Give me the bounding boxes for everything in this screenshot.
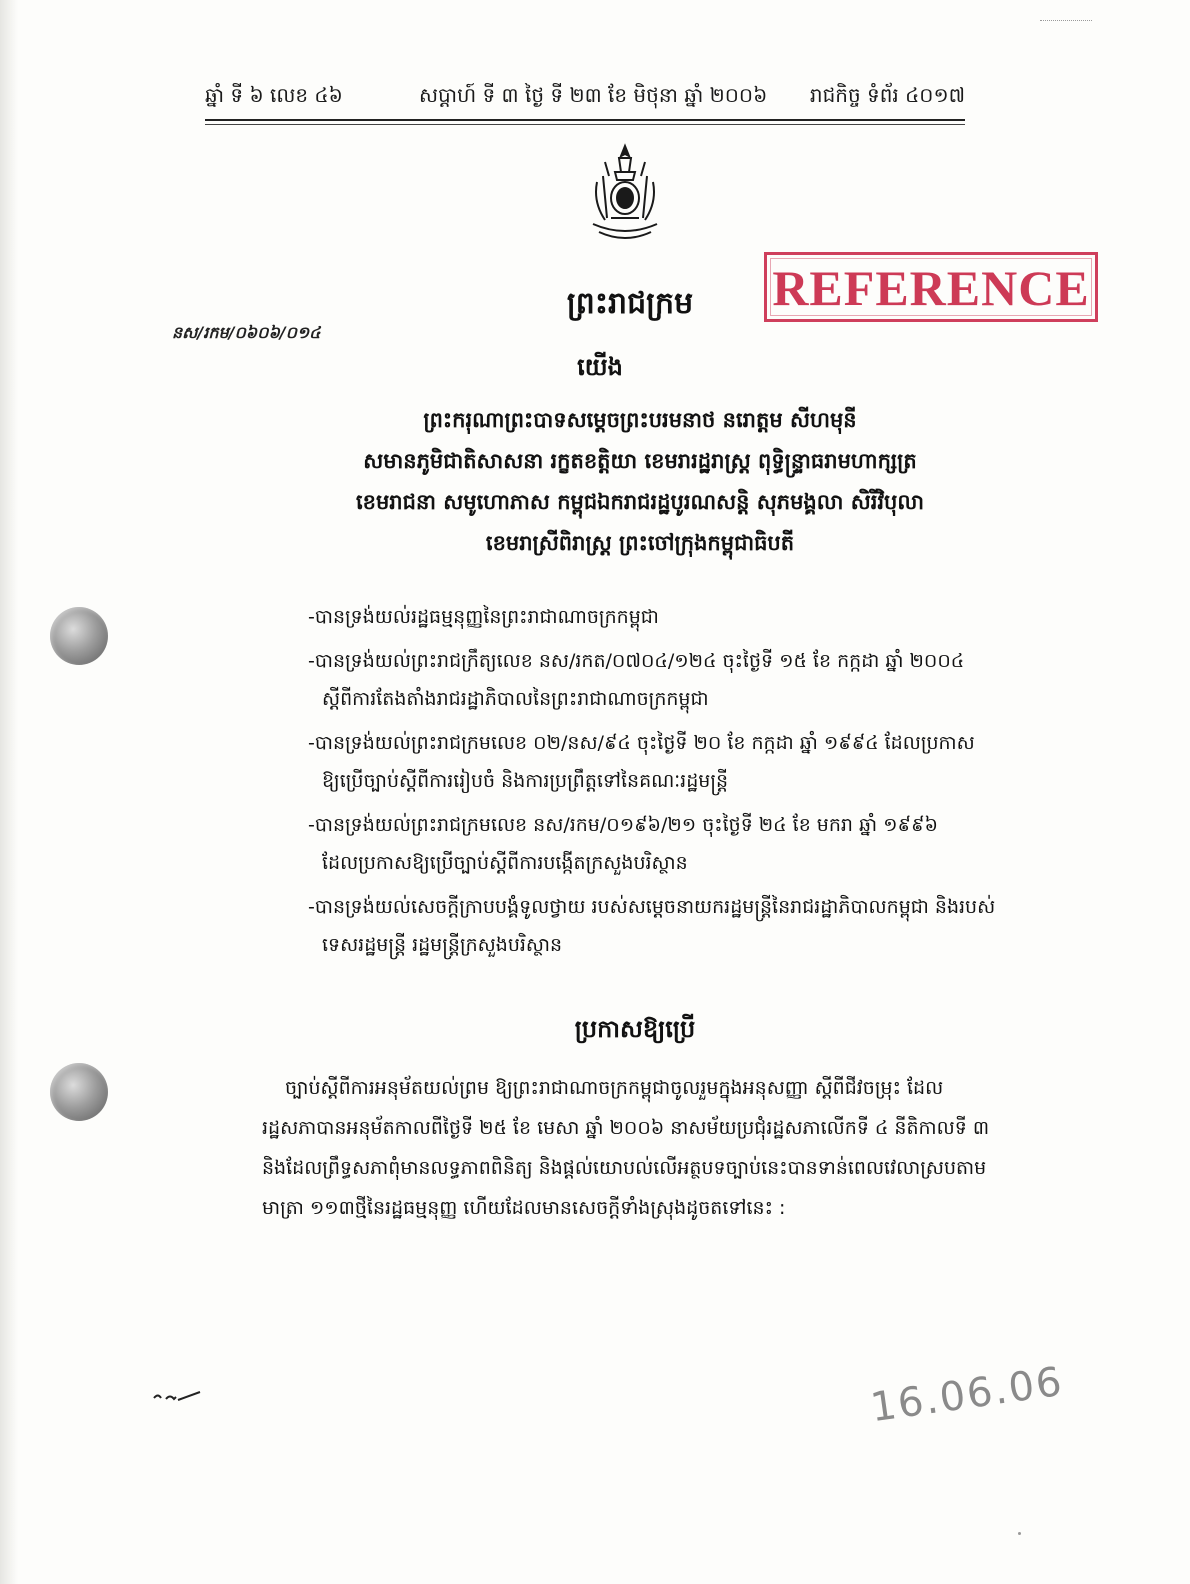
body-line: ច្បាប់ស្តីពីការអនុម័តយល់ព្រម ឱ្យព្រះរាជាណាចក្រកម្ពុជាចូលរួមក្នុងអនុសញ្ញា ស្តីពីជីវចម្រុះ ដែល <box>285 1077 944 1099</box>
gazette-year-issue: ឆ្នាំ ទី ៦ លេខ ៤៦ <box>205 83 343 107</box>
reference-stamp-text: REFERENCE <box>772 260 1090 316</box>
proclamation-heading: ប្រកាសឱ្យប្រើ <box>574 1015 696 1043</box>
reference-item <box>308 598 1028 636</box>
reference-line: -បានទ្រង់យល់ព្រះរាជក្រមលេខ ០២/នស/៩៤ ចុះថ្ងៃទី ២០ ខែ កក្កដា ឆ្នាំ ១៩៩៤ ដែលប្រកាស <box>308 732 975 754</box>
royal-coat-of-arms-icon <box>583 142 667 246</box>
reference-line: -បានទ្រង់យល់ព្រះរាជក្រឹត្យលេខ នស/រកត/០៧០៤/១២៤ ចុះថ្ងៃទី ១៥ ខែ កក្កដា ឆ្នាំ ២០០៤ <box>308 650 965 672</box>
reference-item <box>308 888 1028 964</box>
reference-item <box>308 806 1028 882</box>
reference-item <box>308 724 1028 800</box>
reference-line-continued: ឱ្យប្រើច្បាប់ស្តីពីការរៀបចំ និងការប្រព្រឹត្តទៅនៃគណៈរដ្ឋមន្ត្រី <box>322 770 729 792</box>
reference-item <box>308 642 1028 718</box>
proclamation-body <box>262 1068 1030 1228</box>
royal-title-line: ខេមរាជនា សមូហោភាស កម្ពុជឯករាជរដ្ឋបូរណសន្តិ សុភមង្គលា សិរីវិបុលា <box>355 490 925 514</box>
document-title: ព្រះរាជក្រម <box>566 286 694 321</box>
royal-titles <box>290 400 990 564</box>
legal-references <box>308 598 1028 970</box>
royal-title-line: សមានភូមិជាតិសាសនា រក្ខតខត្តិយា ខេមរារដ្ឋរាស្ត្រ ពុទ្ធិន្ទ្រាធរាមហាក្សត្រ <box>363 449 917 473</box>
gazette-date: សប្តាហ៍ ទី ៣ ថ្ងៃ ទី ២៣ ខែ មិថុនា ឆ្នាំ ២០០៦ <box>419 83 768 107</box>
punch-hole <box>50 1063 108 1121</box>
document-subtitle: យើង <box>577 353 623 381</box>
header-rule-thick <box>205 119 965 121</box>
punch-hole <box>50 607 108 665</box>
gazette-page-number: រាជកិច្ច ទំព័រ ៤០១៧ <box>809 83 965 107</box>
royal-title-line: ខេមរាស្រីពិរាស្ត្រ ព្រះចៅក្រុងកម្ពុជាធិបតី <box>485 531 795 555</box>
handwritten-date: 16.06.06 <box>867 1358 1067 1432</box>
handwritten-initials <box>152 1390 204 1404</box>
body-line: រដ្ឋសភាបានអនុម័តកាលពីថ្ងៃទី ២៥ ខែ មេសា ឆ្នាំ ២០០៦ នាសម័យប្រជុំរដ្ឋសភាលើកទី ៤ នីតិកាលទី ៣ <box>262 1117 990 1139</box>
body-line: និងដែលព្រឹទ្ធសភាពុំមានលទ្ធភាពពិនិត្យ និងផ្តល់យោបល់លើអត្ថបទច្បាប់នេះបានទាន់ពេលវេលាស្របតាម <box>262 1157 987 1179</box>
reference-stamp <box>764 252 1098 322</box>
reference-line: -បានទ្រង់យល់សេចក្តីក្រាបបង្គំទូលថ្វាយ របស់សម្តេចនាយករដ្ឋមន្ត្រីនៃរាជរដ្ឋាភិបាលកម្ពុជា និងរបស់ <box>308 896 996 918</box>
body-line: មាត្រា ១១៣ថ្មីនៃរដ្ឋធម្មនុញ្ញ ហើយដែលមានសេចក្តីទាំងស្រុងដូចតទៅនេះ : <box>262 1197 786 1219</box>
decree-reference-number: នស/រកម/០៦០៦/០១៤ <box>172 323 321 342</box>
reference-line-continued: ដែលប្រកាសឱ្យប្រើច្បាប់ស្តីពីការបង្កើតក្រសួងបរិស្ថាន <box>322 852 688 874</box>
reference-line-continued: ទេសរដ្ឋមន្ត្រី រដ្ឋមន្ត្រីក្រសួងបរិស្ថាន <box>322 934 563 956</box>
reference-line-continued: ស្តីពីការតែងតាំងរាជរដ្ឋាភិបាលនៃព្រះរាជាណាចក្រកម្ពុជា <box>322 688 709 710</box>
corner-scan-mark <box>1040 20 1092 21</box>
reference-line: -បានទ្រង់យល់រដ្ឋធម្មនុញ្ញនៃព្រះរាជាណាចក្រកម្ពុជា <box>308 606 659 628</box>
royal-title-line: ព្រះករុណាព្រះបាទសម្តេចព្រះបរមនាថ នរោត្តម សីហមុនី <box>423 408 857 432</box>
gazette-header <box>205 82 965 118</box>
header-rule-thin <box>205 124 965 125</box>
scan-speck <box>1018 1532 1021 1535</box>
reference-line: -បានទ្រង់យល់ព្រះរាជក្រមលេខ នស/រកម/០១៩៦/២១ ចុះថ្ងៃទី ២៤ ខែ មករា ឆ្នាំ ១៩៩៦ <box>308 814 938 836</box>
